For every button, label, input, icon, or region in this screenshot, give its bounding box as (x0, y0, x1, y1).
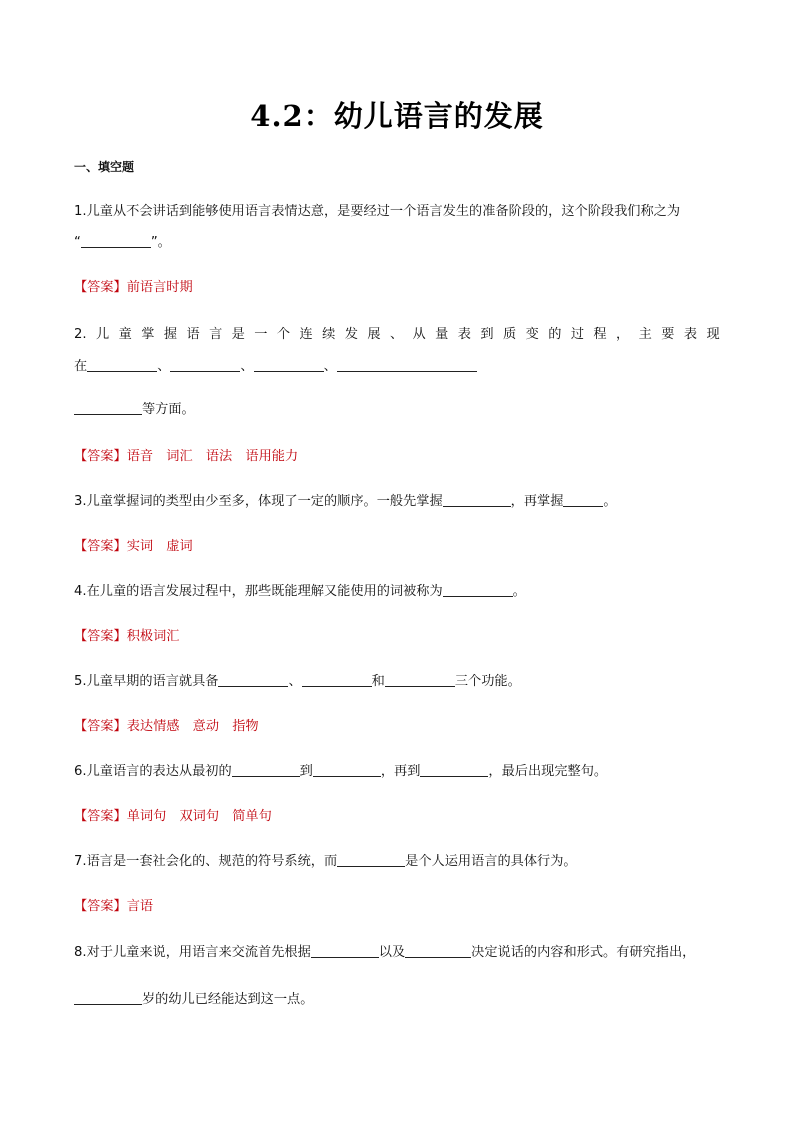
q2-char: 言 (209, 327, 223, 342)
q8-text-b: 以及 (378, 945, 406, 960)
q4-text-b: 。 (512, 584, 526, 599)
q6-text-a: 6.儿童语言的表达从最初的 (74, 764, 232, 779)
question-3 (74, 492, 617, 512)
q2-char: 的 (548, 327, 562, 342)
answer-text: 言语 (126, 899, 154, 914)
answer-3 (74, 537, 193, 557)
answer-1 (74, 278, 193, 298)
q7-text-a: 7.语言是一套社会化的、规范的符号系统，而 (74, 854, 338, 869)
q2-char: 2. (74, 327, 87, 342)
answer-text: 前语言时期 (126, 280, 193, 295)
question-8-line-1 (74, 943, 695, 963)
q2-char: 儿 (96, 327, 110, 342)
q8-text-d: 岁的幼儿已经能达到这一点。 (142, 992, 314, 1007)
answer-tag: 【答案】 (74, 809, 127, 824)
q5-text-a: 5.儿童早期的语言就具备 (74, 674, 219, 689)
q3-text-b: ，再掌握 (510, 494, 564, 509)
q2-char: 发 (344, 327, 358, 342)
q2-char: 从 (412, 327, 426, 342)
q2-char: 主 (638, 327, 652, 342)
answer-blank (74, 990, 142, 1005)
answer-blank (337, 357, 477, 372)
q2-char: 到 (480, 327, 494, 342)
q2-char: 变 (525, 327, 539, 342)
q2-char: 个 (276, 327, 291, 342)
q2-suffix: 等方面。 (142, 402, 195, 417)
question-1-line-2 (74, 233, 171, 253)
answer-blank (443, 582, 513, 597)
q2-char: 表 (457, 327, 471, 342)
q2-char: 要 (661, 327, 675, 342)
answer-blank (232, 762, 300, 777)
separator: 、 (323, 359, 337, 374)
question-1-line-1: 1.儿童从不会讲话到能够使用语言表情达意，是要经过一个语言发生的准备阶段的，这个阶段我们称之为 (74, 204, 681, 219)
answer-blank (254, 357, 324, 372)
q2-char: 程 (593, 327, 607, 342)
answer-blank (563, 492, 603, 507)
open-quote: “ (74, 235, 81, 250)
answer-6 (74, 807, 272, 827)
q2-char: 连 (299, 327, 313, 342)
q7-text-b: 是个人运用语言的具体行为。 (405, 854, 577, 869)
answer-tag: 【答案】 (74, 539, 127, 554)
q4-text-a: 4.在儿童的语言发展过程中，那些既能理解又能使用的词被称为 (74, 584, 443, 599)
answer-2 (74, 447, 298, 467)
q3-text-c: 。 (603, 494, 617, 509)
answer-tag: 【答案】 (74, 449, 127, 464)
q2-char: 表 (683, 327, 698, 342)
answer-blank (420, 762, 488, 777)
q6-text-c: ，再到 (380, 764, 421, 779)
answer-blank (302, 672, 372, 687)
q2-char: 、 (389, 327, 404, 342)
answer-tag: 【答案】 (74, 899, 127, 914)
close-quote: ”。 (150, 235, 171, 250)
q6-text-b: 到 (299, 764, 313, 779)
q2-char: 是 (231, 327, 245, 342)
separator: 、 (240, 359, 254, 374)
section-heading: 一、填空题 (74, 160, 135, 174)
question-2-line-1 (74, 325, 720, 345)
q2-char: 续 (322, 327, 336, 342)
q8-text-a: 8.对于儿童来说，用语言来交流首先根据 (74, 945, 311, 960)
q2-prefix: 在 (74, 359, 88, 374)
answer-blank (87, 357, 157, 372)
answer-tag: 【答案】 (74, 280, 127, 295)
question-5 (74, 672, 521, 692)
question-2-line-2 (74, 357, 477, 377)
q2-char: 语 (186, 327, 200, 342)
answer-text: 实词 虚词 (126, 539, 193, 554)
q2-char: 现 (706, 327, 720, 342)
question-2-line-3 (74, 400, 195, 420)
answer-4 (74, 627, 180, 647)
answer-blank (337, 852, 405, 867)
answer-blank (385, 672, 455, 687)
q2-char: 展 (367, 327, 381, 342)
answer-tag: 【答案】 (74, 629, 127, 644)
answer-text: 积极词汇 (126, 629, 180, 644)
q2-char: ， (616, 327, 630, 342)
answer-tag: 【答案】 (74, 719, 127, 734)
q2-char: 一 (254, 327, 268, 342)
q2-char: 质 (502, 327, 517, 342)
q2-char: 掌 (141, 327, 155, 342)
answer-blank (74, 400, 142, 415)
q2-char: 过 (570, 327, 584, 342)
answer-5 (74, 717, 259, 737)
question-7 (74, 852, 577, 872)
answer-blank (405, 943, 471, 958)
q5-text-c: 和 (371, 674, 385, 689)
q3-text-a: 3.儿童掌握词的类型由少至多，体现了一定的顺序。一般先掌握 (74, 494, 443, 509)
answer-7 (74, 897, 153, 917)
answer-text: 表达情感 意动 指物 (126, 719, 259, 734)
q5-text-d: 三个功能。 (454, 674, 521, 689)
q2-char: 量 (435, 327, 449, 342)
question-8-line-2 (74, 990, 313, 1010)
q6-text-d: ，最后出现完整句。 (488, 764, 608, 779)
answer-blank (81, 233, 151, 248)
answer-text: 单词句 双词句 简单句 (126, 809, 272, 824)
q5-text-b: 、 (288, 674, 302, 689)
q8-text-c: 决定说话的内容和形式。有研究指出， (471, 945, 696, 960)
separator: 、 (157, 359, 171, 374)
q2-char: 握 (163, 327, 178, 342)
answer-blank (170, 357, 240, 372)
answer-blank (311, 943, 379, 958)
page-title: 4.2：幼儿语言的发展 (250, 99, 544, 133)
answer-text: 语音 词汇 语法 语用能力 (126, 449, 299, 464)
q2-char: 童 (118, 327, 132, 342)
question-6 (74, 762, 607, 782)
answer-blank (313, 762, 381, 777)
answer-blank (443, 492, 511, 507)
question-4 (74, 582, 526, 602)
answer-blank (218, 672, 288, 687)
